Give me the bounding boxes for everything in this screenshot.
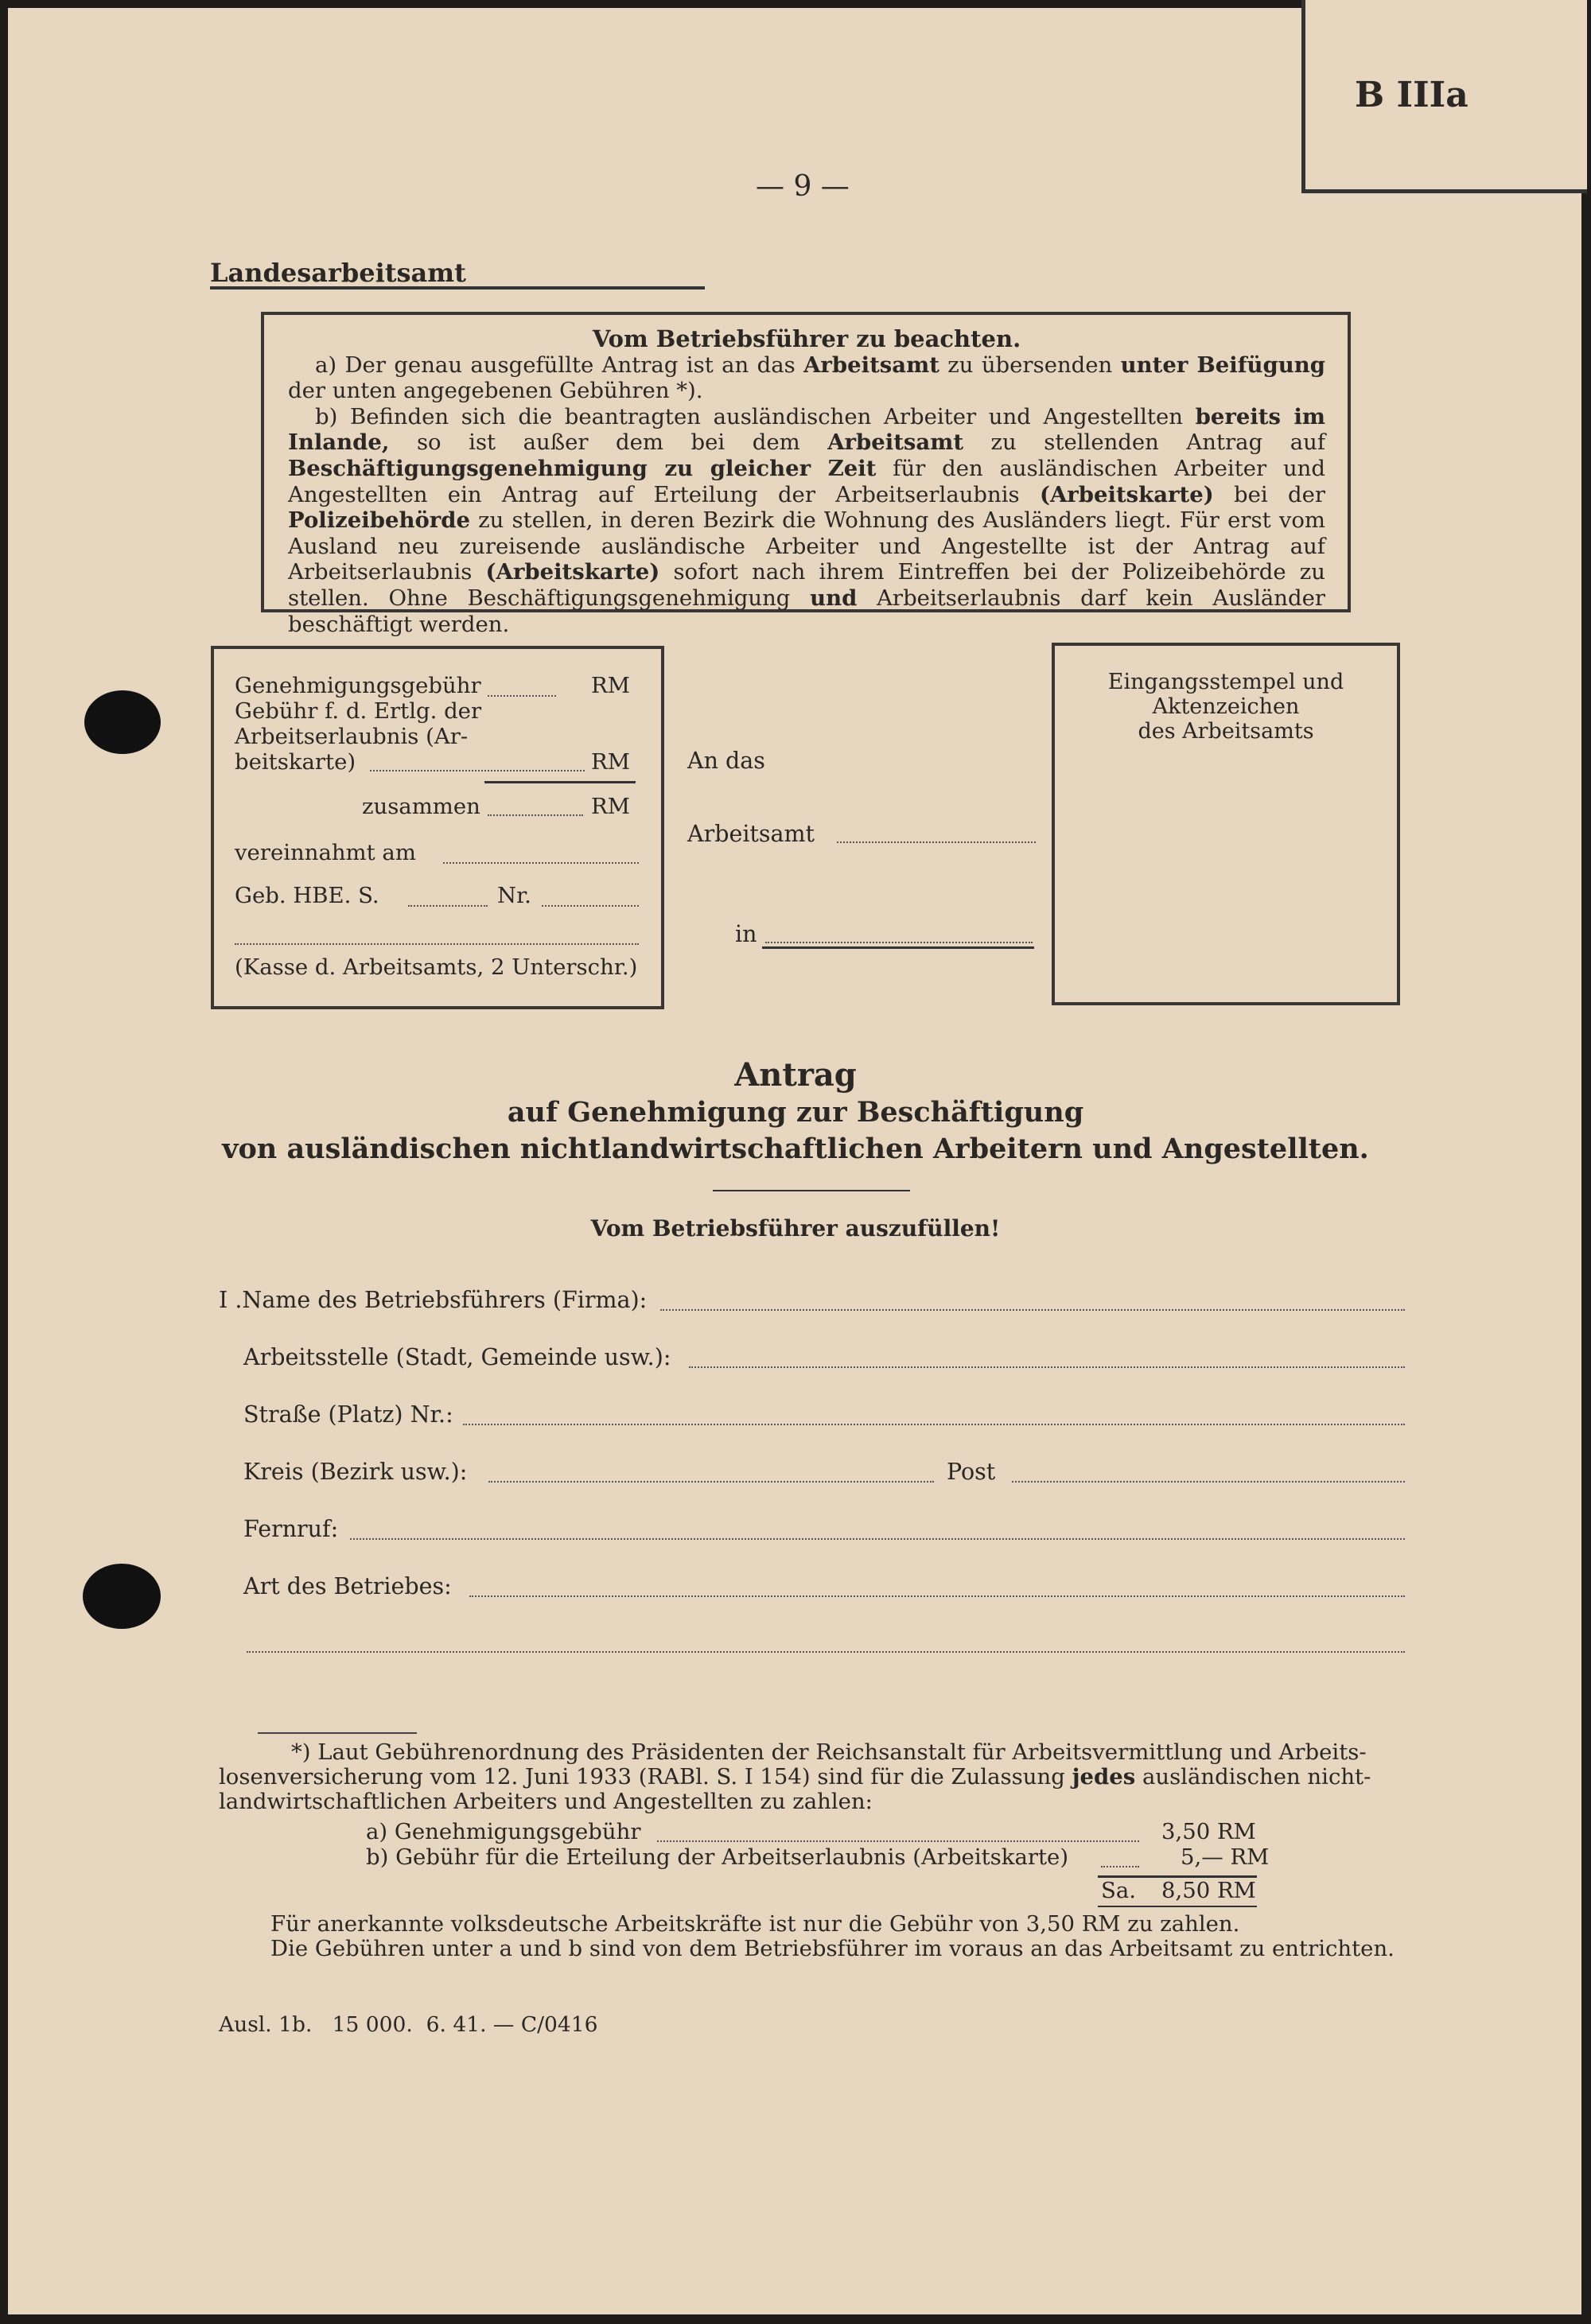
- fee-sum-amount: 8,50 RM: [1161, 1878, 1256, 1903]
- address-in-label: in: [735, 921, 757, 947]
- stamp-box: [1052, 643, 1400, 1005]
- notice-text-run: unter Beifügung: [1120, 352, 1325, 378]
- fee-approval-rm: RM: [591, 673, 630, 698]
- notice-text-run: sofort nach ihrem Eintreffen bei der Polizeibehörde zu stellen. Ohne Beschäftigungsgenehmigung: [288, 559, 1325, 611]
- address-arbeitsamt-label: Arbeitsamt: [687, 821, 815, 847]
- phone-field[interactable]: [350, 1538, 1405, 1540]
- notice-paragraph-b: [288, 404, 1325, 637]
- footnote-line-3: landwirtschaftlichen Arbeiters und Angestellten zu zahlen:: [219, 1789, 873, 1814]
- corner-tab: [1301, 0, 1587, 193]
- district-field[interactable]: [488, 1481, 934, 1483]
- notice-text-run: der unten angegebenen Gebühren *).: [288, 378, 703, 404]
- fee-total-dots: [488, 814, 583, 816]
- address-in-dots: [765, 942, 1033, 943]
- punch-hole-top: [84, 690, 161, 754]
- collected-on-label: vereinnahmt am: [235, 840, 416, 865]
- footnote-line-1: *) Laut Gebührenordnung des Präsidenten der Reichsanstalt für Arbeitsvermittlung und Arbeits-: [291, 1739, 1367, 1765]
- post-label: Post: [947, 1459, 996, 1485]
- cashier-note: (Kasse d. Arbeitsamts, 2 Unterschr.): [235, 954, 638, 980]
- stamp-line-1: Eingangsstempel und: [1107, 670, 1344, 694]
- business-type-label: Art des Betriebes:: [243, 1573, 452, 1599]
- form-title: Antrag: [734, 1056, 857, 1094]
- address-arbeitsamt-dots: [837, 841, 1036, 843]
- ethnic-german-note: Für anerkannte volksdeutsche Arbeitskräfte ist nur die Gebühr von 3,50 RM zu zahlen.: [270, 1911, 1240, 1937]
- fee-permit-rm: RM: [591, 749, 630, 775]
- notice-text-run: zu übersenden: [939, 352, 1121, 378]
- fee-sum-label: Sa.: [1101, 1878, 1136, 1903]
- stamp-line-3: des Arbeitsamts: [1138, 719, 1314, 744]
- notice-text-run: b) Befinden sich die beantragten ausländischen Arbeiter und Angestellten: [315, 403, 1196, 429]
- office-heading: Landesarbeitsamt: [210, 258, 466, 288]
- fee-item-a: a) Genehmigungsgebühr: [366, 1819, 641, 1844]
- fee-item-a-dots: [657, 1840, 1139, 1842]
- fee-sum-rule: [484, 781, 636, 783]
- print-code: Ausl. 1b. 15 000. 6. 41. — C/0416: [219, 2012, 598, 2037]
- notice-box: [261, 312, 1351, 637]
- notice-text-run: (Arbeitskarte): [1039, 481, 1214, 507]
- notice-text-run: Beschäftigungsgenehmigung zu gleicher Zeit: [288, 455, 877, 481]
- post-field[interactable]: [1012, 1481, 1405, 1483]
- notice-text-run: Arbeitsamt: [827, 429, 964, 456]
- fee-item-b-amount: 5,— RM: [1181, 1844, 1270, 1870]
- footnote-rule: [258, 1732, 417, 1734]
- page-number: — 9 —: [756, 170, 850, 203]
- fee-permit-label-1: Gebühr f. d. Ertlg. der: [235, 698, 482, 724]
- ledger-number-label: Nr.: [497, 883, 531, 908]
- form-title-line-3: von ausländischen nichtlandwirtschaftlichen Arbeitern und Angestellten.: [222, 1133, 1369, 1165]
- ledger-label: Geb. HBE. S.: [235, 883, 379, 908]
- notice-text-run: und: [810, 585, 858, 611]
- footnote-line-2: [219, 1765, 1371, 1790]
- fee-permit-label-3: beitskarte): [235, 749, 356, 775]
- corner-tab-label: B IIIa: [1355, 75, 1468, 115]
- notice-text-run: Arbeitsamt: [803, 352, 939, 378]
- fee-box: [211, 646, 664, 1009]
- office-heading-line: [210, 286, 705, 290]
- title-rule: [713, 1190, 910, 1191]
- fee-item-a-amount: 3,50 RM: [1161, 1819, 1256, 1844]
- street-field[interactable]: [463, 1424, 1405, 1425]
- address-in-rule: [762, 946, 1034, 949]
- advance-payment-note: Die Gebühren unter a und b sind von dem Betriebsführer im voraus an das Arbeitsamt zu entrichten.: [270, 1936, 1395, 1961]
- notice-text-run: Polizeibehörde: [288, 507, 471, 534]
- employer-name-field[interactable]: [660, 1309, 1405, 1311]
- ledger-dots: [408, 905, 488, 907]
- footnote-jedes: jedes: [1072, 1764, 1136, 1790]
- fee-total-rm: RM: [591, 794, 630, 819]
- business-type-field[interactable]: [469, 1595, 1405, 1597]
- form-title-line-2: auf Genehmigung zur Beschäftigung: [507, 1096, 1084, 1129]
- workplace-field[interactable]: [689, 1366, 1405, 1368]
- punch-hole-bottom: [83, 1564, 161, 1629]
- district-label: Kreis (Bezirk usw.):: [243, 1459, 468, 1485]
- notice-text-run: Arbeitserlaubnis darf kein Ausländer beschäftigt werden.: [288, 585, 1326, 637]
- fee-item-b-dots: [1101, 1866, 1139, 1867]
- employer-name-label: I .Name des Betriebsführers (Firma):: [219, 1287, 648, 1313]
- notice-text-run: zu stellenden Antrag auf: [963, 429, 1325, 456]
- collected-on-dots: [443, 862, 639, 864]
- notice-paragraph-a: [288, 352, 1325, 404]
- stamp-line-2: Aktenzeichen: [1152, 694, 1300, 719]
- ledger-number-dots: [542, 905, 639, 907]
- fee-total-label: zusammen: [362, 794, 480, 819]
- fee-approval-dots: [488, 695, 556, 697]
- fee-sum-underline: [1098, 1906, 1257, 1907]
- signature-dots: [235, 943, 639, 945]
- footnote-line-2-end: ausländischen nicht-: [1135, 1764, 1371, 1790]
- street-label: Straße (Platz) Nr.:: [243, 1401, 453, 1428]
- phone-label: Fernruf:: [243, 1516, 339, 1542]
- business-type-field-line-2[interactable]: [247, 1651, 1405, 1653]
- notice-text-run: a) Der genau ausgefüllte Antrag ist an das: [315, 352, 804, 378]
- address-an-das: An das: [687, 748, 765, 774]
- notice-text-run: so ist außer dem bei dem: [389, 429, 828, 456]
- footnote-line-2-start: losenversicherung vom 12. Juni 1933 (RABl. S. I 154) sind für die Zulassung: [219, 1764, 1072, 1790]
- notice-heading: Vom Betriebsführer zu beachten.: [592, 325, 1021, 352]
- notice-text-run: bei der: [1213, 481, 1325, 507]
- fee-approval-label: Genehmigungsgebühr: [235, 673, 481, 698]
- workplace-label: Arbeitsstelle (Stadt, Gemeinde usw.):: [243, 1344, 671, 1370]
- notice-text-run: (Arbeitskarte): [485, 559, 660, 585]
- fee-item-b: b) Gebühr für die Erteilung der Arbeitserlaubnis (Arbeitskarte): [366, 1844, 1069, 1870]
- fee-permit-label-2: Arbeitserlaubnis (Ar-: [235, 724, 469, 749]
- notice-text-run: bereits im Inlande,: [288, 403, 1325, 456]
- notice-text-run: zu stellen, in deren Bezirk die Wohnung des Ausländers liegt. Für erst vom Ausland neu zureisende ausländische Arbeiter und Angestellte ist der Antrag auf Arbeitserlaubnis: [288, 507, 1325, 585]
- form-subtitle: Vom Betriebsführer auszufüllen!: [590, 1215, 1001, 1242]
- notice-text-run: für den ausländischen Arbeiter und Angestellten ein Antrag auf Erteilung der Arbeitserlaubnis: [288, 455, 1325, 507]
- fee-permit-dots: [370, 770, 585, 771]
